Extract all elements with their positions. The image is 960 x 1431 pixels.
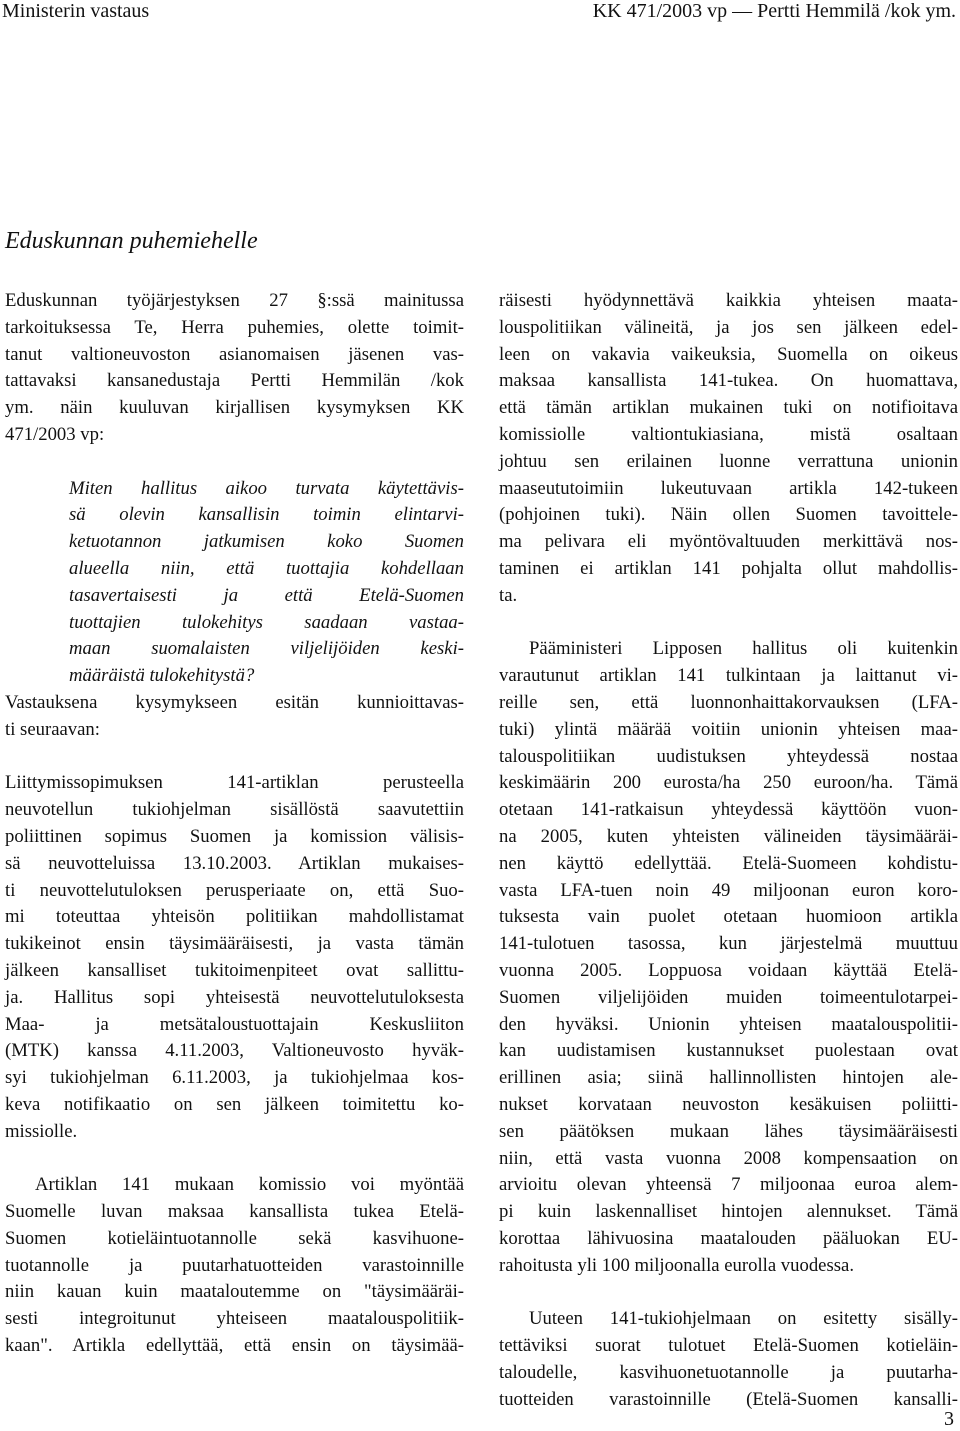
text-line: tukikeinot ensin täysimääräisesti, ja vasta tämän [5,933,464,955]
text-line: ketuotannon jatkumisen koko Suomen [69,531,464,553]
text-line: tasavertaisesti ja että Etelä-Suomen [69,584,464,606]
text-line: sesti integroitunut yhteiseen maatalouspolitiik- [5,1308,464,1330]
text-line: alueella niin, että tuottajia kohdellaan [69,557,464,579]
text-line: taloudelle, kasvihuonetuotannolle ja puutarha- [499,1361,958,1383]
header-section-label: Ministerin vastaus [2,0,150,22]
text-line: arvioitu olevan yhteensä 7 miljoonaa euroa alem- [499,1174,958,1196]
text-line: sen päätöksen mukaan lähes täysimääräisesti [499,1120,958,1142]
text-line: komissiolle valtiontukiasiana, mistä osaltaan [499,423,958,445]
text-line: varautunut artiklan 141 tulkintaan ja laittanut vi- [499,665,958,687]
text-line: missiolle. [5,1120,78,1142]
text-line: korottaa lähivuosina maatalouden pääluokan EU- [499,1227,958,1249]
text-line: (MTK) kanssa 4.11.2003, Valtioneuvosto hyväk- [5,1040,464,1062]
text-line: syi tukiohjelman 6.11.2003, ja tukiohjelmaa kos- [5,1067,464,1089]
text-line: ti neuvottelutuloksen perusperiaate on, että Suo- [5,879,464,901]
intro-paragraph [5,288,464,449]
text-line: ta. [499,584,518,606]
text-line: nukset korvataan neuvoston kesäkuisen poliitti- [499,1093,958,1115]
body-paragraph [5,770,464,1145]
question-quote [5,476,464,690]
text-line: maaseututoimiin lukeutuvaan artikla 142-tukeen [499,477,958,499]
text-line: nen käyttö edellyttää. Etelä-Suomeen kohdistu- [499,852,958,874]
text-line: tuotannolle ja puutarhatuotteiden varastoinnille [5,1254,464,1276]
text-line: maan suomalaisten viljelijöiden keski- [69,638,464,660]
text-line: 141-tulotuen tasossa, kun järjestelmä muuttuu [499,933,958,955]
text-line: ti seuraavan: [5,718,100,740]
text-line: Maa- ja metsätaloustuottajain Keskusliiton [5,1013,464,1035]
text-line: tarkoituksessa Te, Herra puhemies, olette toimit- [5,316,464,338]
text-line: tuksesta vain puolet otetaan huomioon artikla [499,906,958,928]
text-line: vuonna 2005. Loppuosa voidaan käyttää Etelä- [499,959,958,981]
text-line: taminen ei artiklan 141 pohjalta ollut mahdollis- [499,557,958,579]
text-line: pi kuin laskennalliset hintojen alennukset. Tämä [499,1201,958,1223]
text-line: talouspolitiikan uudistuksen yhteydessä nostaa [499,745,958,767]
text-line: Uuteen 141-tukiohjelmaan on esitetty sisälly- [529,1308,958,1330]
text-line: rahoitusta yli 100 miljoonalla eurolla vuodessa. [499,1254,854,1276]
text-line: poliittinen sopimus Suomen ja komission välisis- [5,825,464,847]
body-paragraph [499,288,958,610]
text-line: tuotteiden varastoinnille (Etelä-Suomen kansalli- [499,1388,958,1410]
text-line: keva notifikaatio on sen jälkeen toimitettu ko- [5,1093,464,1115]
text-line: tuki) ylintä määrää voitiin unionin yhteisen maa- [499,718,958,740]
text-line: Suomelle luvan maksaa kansallista tukea Etelä- [5,1201,464,1223]
text-line: tettäviksi suorat tulotuet Etelä-Suomen kotieläin- [499,1335,958,1357]
text-line: otetaan 141-ratkaisun yhteydessä käyttöön vuon- [499,799,958,821]
text-line: maksaa kansallista 141-tukea. On huomattava, [499,370,958,392]
header-document-reference: KK 471/2003 vp — Pertti Hemmilä /kok ym. [592,0,956,22]
text-line: ym. näin kuuluvan kirjallisen kysymyksen KK [5,397,464,419]
text-line: niin, että vasta vuonna 2008 kompensaation on [499,1147,958,1169]
text-line: (pohjoinen tuki). Näin ollen Suomen tavoittele- [499,504,958,526]
text-line: Eduskunnan työjärjestyksen 27 §:ssä mainitussa [5,290,464,311]
text-line: Artiklan 141 mukaan komissio voi myöntää [35,1174,464,1196]
body-paragraph [499,1306,958,1413]
text-line: kaan". Artikla edellyttää, että ensin on täysimää- [5,1335,464,1357]
text-line: ja. Hallitus sopi yhteisestä neuvottelutuloksesta [5,986,464,1008]
text-line: tanut valtioneuvoston asianomaisen jäsenen vas- [5,343,464,365]
text-line: erillinen asia; siinä hallinnollisten hintojen ale- [499,1067,958,1089]
left-column [5,288,464,1360]
text-line: Vastauksena kysymykseen esitän kunnioittavas- [5,691,464,713]
text-line: että tämän artiklan mukainen tuki on notifioitava [499,397,958,419]
text-line: räisesti hyödynnettävä kaikkia yhteisen maata- [499,290,958,311]
text-line: Suomen kotieläintuotannolle sekä kasvihuone- [5,1227,464,1249]
body-paragraph [5,1172,464,1360]
text-line: Suomen viljelijöiden muiden toimeentulotarpei- [499,986,958,1008]
text-line: määräistä tulokehitystä? [69,665,255,687]
right-column [499,288,958,1413]
text-line: niin kauan kuin maataloutemme on "täysimääräi- [5,1281,464,1303]
text-line: jälkeen kansalliset tukitoimenpiteet ovat sallittu- [5,959,464,981]
text-line: sä neuvotteluissa 13.10.2003. Artiklan mukaises- [5,852,464,874]
text-line: kan uudistamisen kustannukset puolestaan ovat [499,1040,958,1062]
text-line: Liittymissopimuksen 141-artiklan perusteella [5,772,464,794]
text-line: na 2005, kuten yhteisten välineiden täysimääräi- [499,825,958,847]
text-line: johtuu sen erilainen luonne verrattuna unionin [499,450,958,472]
text-line: neuvotellun tukiohjelman sisällöstä saavutettiin [5,799,464,821]
text-line: Miten hallitus aikoo turvata käytettävis- [69,477,464,499]
document-heading: Eduskunnan puhemiehelle [5,228,258,254]
text-line: leen on vakavia vaikeuksia, Suomella on oikeus [499,343,958,365]
text-line: den hyväksi. Unionin yhteisen maatalouspolitii- [499,1013,958,1035]
text-line: sä olevin kansallisin toimin elintarvi- [69,504,464,526]
text-line: tattavaksi kansanedustaja Pertti Hemmilän /kok [5,370,464,392]
text-line: vasta LFA-tuen noin 49 miljoonan euron koro- [499,879,958,901]
text-line: tuottajien tulokehitys saadaan vastaa- [69,611,464,633]
body-paragraph [499,636,958,1279]
text-line: louspolitiikan välineitä, ja jos sen jälkeen edel- [499,316,958,338]
text-line: ma pelivara eli myöntövaltuuden merkittävä nos- [499,531,958,553]
page-header [0,0,960,24]
page-number: 3 [944,1408,954,1430]
text-line: mi toteuttaa yhteisön politiikan mahdollistamat [5,906,464,928]
text-line: Pääministeri Lipposen hallitus oli kuitenkin [529,638,958,660]
answer-intro-paragraph [5,690,464,744]
text-line: keskimäärin 200 eurosta/ha 250 euroon/ha. Tämä [499,772,958,794]
text-line: reille sen, että luonnonhaittakorvauksen (LFA- [499,691,958,713]
text-line: 471/2003 vp: [5,423,105,445]
